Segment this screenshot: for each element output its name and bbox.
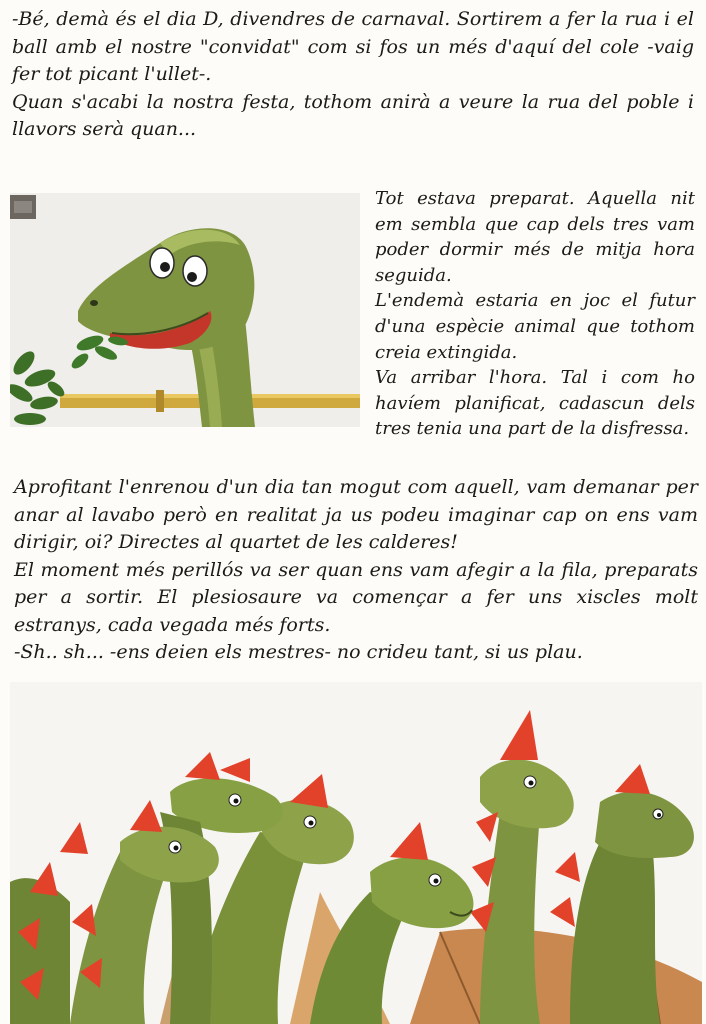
- paragraph-line: L'endemà estaria en joc el futur d'una espècie animal que tothom creia extingida.: [375, 290, 695, 363]
- paragraph-intro: [12, 6, 694, 144]
- paragraph-line: -Bé, demà és el dia D, divendres de carnaval. Sortirem a fer la rua i el ball amb el nostre "convidat" com si fos un més d'aquí del cole -vaig fer tot picant l'ullet-.: [12, 8, 694, 85]
- paragraph-line: El moment més perillós va ser quan ens vam afegir a la fila, preparats per a sortir. El plesiosaure va començar a fer uns xiscles molt estranys, cada vegada més forts.: [14, 558, 698, 636]
- paragraph-line: -Sh.. sh... -ens deien els mestres- no crideu tant, si us plau.: [14, 641, 583, 663]
- paragraph-escape: [14, 474, 698, 667]
- paragraph-line: Quan s'acabi la nostra festa, tothom anirà a veure la rua del poble i llavors serà quan...: [12, 90, 694, 140]
- paragraph-preparation: [375, 186, 695, 442]
- paragraph-line: Va arribar l'hora. Tal i com ho havíem planificat, cadascun dels tres tenia una part de la disfressa.: [375, 367, 695, 440]
- plesiosaur-illustration: [10, 193, 360, 427]
- paragraph-line: Aprofitant l'enrenou d'un dia tan mogut com aquell, vam demanar per anar al lavabo però en realitat ja us podeu imaginar cap on ens vam dirigir, oi? Directes al quartet de les calderes!: [14, 476, 698, 553]
- dragons-illustration: [10, 682, 702, 1024]
- paragraph-line: Tot estava preparat. Aquella nit em sembla que cap dels tres vam poder dormir més de mitja hora seguida.: [375, 188, 695, 286]
